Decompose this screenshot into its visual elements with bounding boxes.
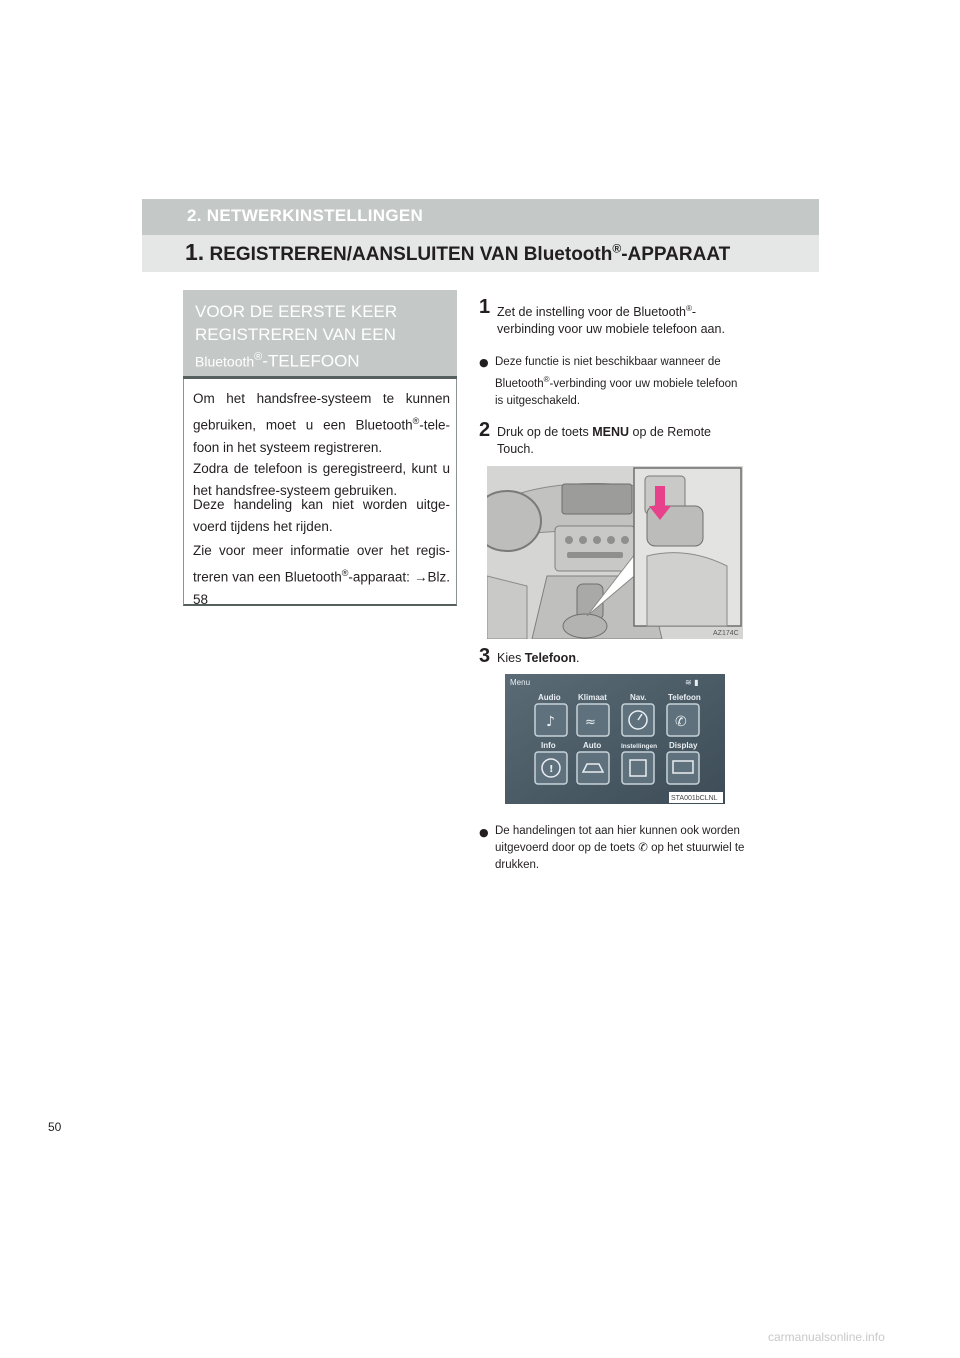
menu-label-auto: Auto	[583, 741, 602, 750]
music-note-icon: ♪	[546, 714, 555, 730]
sidebar-paragraph-4: Zie voor meer informatie over het regis-treren van een Bluetooth®-apparaat: →Blz. 58	[193, 543, 450, 607]
bullet-dot-2: ●	[479, 826, 489, 839]
menu-title: Menu	[510, 678, 531, 687]
page-reference-link[interactable]: →Blz. 58	[193, 569, 450, 607]
menu-label-audio: Audio	[538, 693, 561, 702]
watermark: carmanualsonline.info	[768, 1330, 885, 1344]
sidebar-heading-line3: Bluetooth®-TELEFOON	[195, 351, 360, 371]
sidebar-paragraph-3: Deze handeling kan niet worden uitge-voerd tijdens het rijden.	[193, 497, 450, 534]
display-button[interactable]	[667, 752, 699, 784]
menu-label-info: Info	[541, 741, 556, 750]
sidebar-heading-line1: VOOR DE EERSTE KEER	[195, 302, 398, 321]
menu-label-display: Display	[669, 741, 698, 750]
page-number: 50	[48, 1120, 62, 1134]
bullet-dot-1: ●	[479, 356, 489, 369]
sidebar-heading	[195, 300, 450, 374]
sidebar-paragraph-1: Om het handsfree-systeem te kunnen gebruiken, moet u een Bluetooth®-tele-foon in het systeem registreren.	[193, 391, 450, 455]
title-main: REGISTREREN/AANSLUITEN VAN Bluetooth	[209, 244, 613, 265]
sidebar-paragraph-2: Zodra de telefoon is geregistreerd, kunt u het handsfree-systeem gebruiken.	[193, 461, 450, 498]
step-3-text: Kies Telefoon.	[497, 651, 580, 665]
climate-icon: ≈	[585, 715, 596, 730]
menu-screen-drawing	[505, 674, 725, 804]
steering-phone-icon: ✆	[638, 842, 648, 854]
title-number: 1.	[185, 239, 205, 265]
status-icons: ≋ ▮	[685, 678, 699, 687]
step-3-number: 3	[479, 645, 491, 667]
instellingen-button[interactable]	[622, 752, 654, 784]
svg-text:!: !	[549, 764, 554, 775]
auto-button[interactable]	[577, 752, 609, 784]
handset-icon: ✆	[675, 714, 687, 730]
menu-label-telefoon: Telefoon	[668, 693, 701, 702]
remote-touch-illustration	[487, 466, 743, 639]
title-suffix: -APPARAAT	[621, 244, 731, 265]
menu-label-nav: Nav.	[630, 693, 647, 702]
menu-screen-screenshot	[505, 674, 725, 804]
step-2-number: 2	[479, 419, 491, 441]
bullet-2-text: De handelingen tot aan hier kunnen ook worden uitgevoerd door op de toets ✆ op het stuurwiel te drukken.	[495, 825, 745, 871]
section-label: 2. NETWERKINSTELLINGEN	[187, 206, 424, 225]
menu-label-instellingen: Instellingen	[621, 743, 658, 750]
step-1-number: 1	[479, 296, 491, 318]
cockpit-drawing	[487, 466, 743, 639]
figure-code-2: STA001bCLNL	[671, 795, 718, 802]
page-title	[185, 239, 730, 266]
title-reg-mark: ®	[612, 241, 622, 256]
sidebar-heading-line2: REGISTREREN VAN EEN	[195, 325, 396, 344]
bullet-1-text: Deze functie is niet beschikbaar wanneer de Bluetooth®-verbinding voor uw mobiele telefoon is uitgeschakeld.	[495, 356, 738, 407]
step-1-text: Zet de instelling voor de Bluetooth®-verbinding voor uw mobiele telefoon aan.	[497, 304, 725, 337]
figure-code: AZ174C	[713, 630, 739, 637]
menu-label-klimaat: Klimaat	[578, 693, 607, 702]
step-2-text: Druk op de toets MENU op de Remote Touch.	[497, 425, 712, 456]
